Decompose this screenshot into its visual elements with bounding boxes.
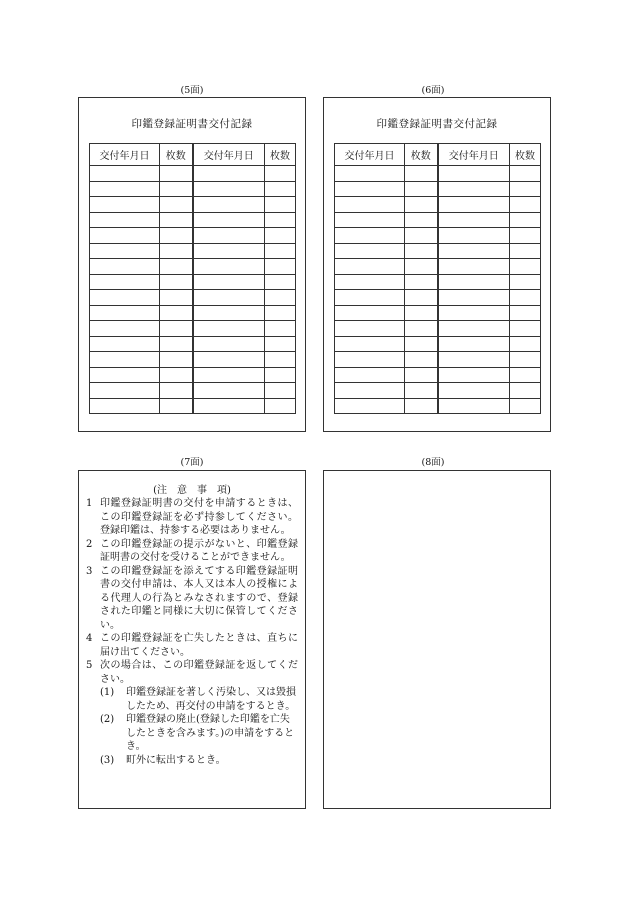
count-cell — [160, 305, 193, 321]
col-header-date: 交付年月日 — [335, 144, 405, 166]
date-cell — [438, 181, 510, 197]
count-cell — [160, 228, 193, 244]
note-subitem-1 — [86, 686, 298, 713]
count-cell — [510, 181, 541, 197]
table-row — [90, 181, 296, 197]
date-cell — [90, 228, 160, 244]
table-row — [335, 305, 541, 321]
date-cell — [335, 321, 405, 337]
count-cell — [160, 336, 193, 352]
count-cell — [160, 243, 193, 259]
note-text: 次の場合は、この印鑑登録証を返してください。 — [100, 660, 298, 685]
count-cell — [265, 305, 296, 321]
count-cell — [160, 197, 193, 213]
col-header-date: 交付年月日 — [90, 144, 160, 166]
count-cell — [160, 212, 193, 228]
table-row — [90, 321, 296, 337]
note-subitem-2 — [86, 713, 298, 754]
note-text: 印鑑登録証明書の交付を申請するときは、この印鑑登録証を必ず持参してください。登録印鑑は、持参する必要はありません。 — [100, 498, 298, 536]
count-cell — [510, 290, 541, 306]
date-cell — [193, 274, 265, 290]
count-cell — [265, 290, 296, 306]
date-cell — [335, 259, 405, 275]
count-cell — [510, 212, 541, 228]
date-cell — [193, 181, 265, 197]
date-cell — [438, 166, 510, 182]
date-cell — [335, 290, 405, 306]
count-cell — [160, 166, 193, 182]
count-cell — [265, 336, 296, 352]
note-text: この印鑑登録証を亡失したときは、直ちに届け出てください。 — [100, 633, 298, 658]
date-cell — [90, 212, 160, 228]
count-cell — [265, 166, 296, 182]
table-row — [90, 383, 296, 399]
count-cell — [160, 398, 193, 414]
count-cell — [510, 383, 541, 399]
date-cell — [335, 305, 405, 321]
date-cell — [438, 321, 510, 337]
date-cell — [193, 259, 265, 275]
count-cell — [510, 305, 541, 321]
panel-face-8 — [323, 470, 551, 809]
date-cell — [193, 197, 265, 213]
count-cell — [405, 383, 438, 399]
table-row — [335, 197, 541, 213]
table-row — [335, 181, 541, 197]
date-cell — [335, 181, 405, 197]
subitem-number: (2) — [100, 714, 115, 725]
count-cell — [265, 383, 296, 399]
date-cell — [90, 197, 160, 213]
note-item-3 — [86, 565, 298, 633]
subitem-text: 印鑑登録の廃止(登録した印鑑を亡失したときを含みます。)の申請をするとき。 — [126, 714, 295, 752]
col-header-count: 枚数 — [510, 144, 541, 166]
count-cell — [265, 259, 296, 275]
date-cell — [193, 352, 265, 368]
col-header-count: 枚数 — [405, 144, 438, 166]
count-cell — [405, 305, 438, 321]
note-number: 4 — [86, 633, 93, 644]
count-cell — [510, 352, 541, 368]
panel-face-6 — [323, 97, 551, 432]
date-cell — [335, 243, 405, 259]
date-cell — [335, 274, 405, 290]
table-row — [335, 274, 541, 290]
count-cell — [160, 321, 193, 337]
issuance-record-table — [89, 143, 296, 414]
subitem-text: 町外に転出するとき。 — [126, 754, 226, 766]
date-cell — [193, 367, 265, 383]
count-cell — [160, 367, 193, 383]
subitem-number: (1) — [100, 687, 115, 698]
date-cell — [335, 228, 405, 244]
date-cell — [438, 197, 510, 213]
date-cell — [438, 212, 510, 228]
date-cell — [90, 166, 160, 182]
table-row — [335, 259, 541, 275]
date-cell — [438, 228, 510, 244]
count-cell — [510, 274, 541, 290]
table-row — [335, 383, 541, 399]
table-row — [90, 336, 296, 352]
table-row — [90, 290, 296, 306]
table-row — [335, 212, 541, 228]
table-row — [335, 290, 541, 306]
count-cell — [405, 290, 438, 306]
table-row — [90, 274, 296, 290]
date-cell — [193, 336, 265, 352]
count-cell — [265, 243, 296, 259]
date-cell — [438, 352, 510, 368]
date-cell — [193, 305, 265, 321]
table-row — [335, 321, 541, 337]
date-cell — [438, 243, 510, 259]
date-cell — [90, 274, 160, 290]
count-cell — [265, 398, 296, 414]
table-row — [90, 228, 296, 244]
count-cell — [160, 352, 193, 368]
col-header-count: 枚数 — [265, 144, 296, 166]
count-cell — [510, 367, 541, 383]
date-cell — [335, 197, 405, 213]
subitem-text: 印鑑登録証を著しく汚染し、又は毀損したため、再交付の申請をするとき。 — [126, 687, 296, 712]
date-cell — [438, 305, 510, 321]
table-row — [90, 305, 296, 321]
date-cell — [193, 321, 265, 337]
count-cell — [510, 166, 541, 182]
note-number: 2 — [86, 538, 93, 550]
table-row — [335, 398, 541, 414]
note-item-5 — [86, 659, 298, 686]
count-cell — [405, 336, 438, 352]
count-cell — [405, 181, 438, 197]
count-cell — [510, 259, 541, 275]
face-label-6: (6面) — [421, 85, 445, 96]
date-cell — [90, 181, 160, 197]
count-cell — [405, 259, 438, 275]
table-row — [90, 166, 296, 182]
count-cell — [405, 228, 438, 244]
date-cell — [90, 383, 160, 399]
table-header-row — [335, 144, 541, 166]
count-cell — [510, 336, 541, 352]
date-cell — [335, 166, 405, 182]
col-header-date: 交付年月日 — [193, 144, 265, 166]
date-cell — [335, 367, 405, 383]
date-cell — [335, 336, 405, 352]
col-header-date: 交付年月日 — [438, 144, 510, 166]
notes-list — [86, 497, 298, 767]
date-cell — [90, 352, 160, 368]
date-cell — [90, 321, 160, 337]
date-cell — [438, 336, 510, 352]
count-cell — [405, 352, 438, 368]
count-cell — [160, 259, 193, 275]
count-cell — [510, 197, 541, 213]
date-cell — [90, 305, 160, 321]
note-number: 3 — [86, 565, 93, 577]
date-cell — [335, 398, 405, 414]
count-cell — [160, 274, 193, 290]
note-item-4 — [86, 632, 298, 659]
col-header-count: 枚数 — [160, 144, 193, 166]
table-row — [335, 336, 541, 352]
subitem-number: (3) — [100, 754, 115, 766]
panel-face-7 — [78, 470, 306, 809]
table-row — [335, 243, 541, 259]
count-cell — [265, 321, 296, 337]
count-cell — [265, 367, 296, 383]
date-cell — [438, 290, 510, 306]
panel-title: 印鑑登録証明書交付記録 — [376, 118, 498, 130]
note-text: この印鑑登録証を添えてする印鑑登録証明書の交付申請は、本人又は本人の授権による代理人の行為とみなされますので、登録された印鑑と同様に大切に保管してください。 — [100, 565, 298, 631]
date-cell — [193, 290, 265, 306]
count-cell — [510, 243, 541, 259]
date-cell — [438, 383, 510, 399]
count-cell — [405, 274, 438, 290]
count-cell — [265, 197, 296, 213]
table-row — [335, 367, 541, 383]
date-cell — [90, 243, 160, 259]
date-cell — [193, 228, 265, 244]
count-cell — [265, 228, 296, 244]
face-label-7: (7面) — [180, 457, 204, 468]
date-cell — [90, 259, 160, 275]
date-cell — [438, 259, 510, 275]
notes-title: (注 意 事 項) — [153, 485, 231, 496]
face-label-8: (8面) — [421, 457, 445, 468]
count-cell — [160, 383, 193, 399]
count-cell — [405, 321, 438, 337]
date-cell — [193, 383, 265, 399]
count-cell — [510, 228, 541, 244]
count-cell — [510, 321, 541, 337]
table-row — [90, 212, 296, 228]
date-cell — [335, 383, 405, 399]
note-text: この印鑑登録証の提示がないと、印鑑登録証明書の交付を受けることができません。 — [100, 538, 298, 563]
table-row — [90, 197, 296, 213]
date-cell — [90, 398, 160, 414]
table-header-row — [90, 144, 296, 166]
date-cell — [438, 398, 510, 414]
count-cell — [405, 212, 438, 228]
date-cell — [90, 336, 160, 352]
note-number: 5 — [86, 660, 93, 671]
note-subitem-3 — [86, 754, 298, 768]
note-number: 1 — [86, 498, 93, 509]
table-row — [90, 352, 296, 368]
count-cell — [405, 243, 438, 259]
date-cell — [193, 243, 265, 259]
panel-face-5 — [78, 97, 306, 432]
table-row — [335, 352, 541, 368]
count-cell — [265, 212, 296, 228]
note-item-2 — [86, 538, 298, 565]
note-item-1 — [86, 497, 298, 538]
table-row — [90, 367, 296, 383]
count-cell — [405, 197, 438, 213]
date-cell — [438, 367, 510, 383]
table-row — [335, 228, 541, 244]
count-cell — [405, 166, 438, 182]
count-cell — [160, 181, 193, 197]
table-row — [335, 166, 541, 182]
date-cell — [193, 166, 265, 182]
table-row — [90, 259, 296, 275]
date-cell — [438, 274, 510, 290]
date-cell — [193, 398, 265, 414]
date-cell — [90, 290, 160, 306]
date-cell — [90, 367, 160, 383]
count-cell — [265, 274, 296, 290]
date-cell — [335, 212, 405, 228]
face-label-5: (5面) — [180, 85, 204, 96]
panel-title: 印鑑登録証明書交付記録 — [131, 118, 253, 130]
table-row — [90, 243, 296, 259]
table-row — [90, 398, 296, 414]
date-cell — [335, 352, 405, 368]
count-cell — [160, 290, 193, 306]
count-cell — [405, 398, 438, 414]
count-cell — [265, 181, 296, 197]
issuance-record-table — [334, 143, 541, 414]
date-cell — [193, 212, 265, 228]
count-cell — [405, 367, 438, 383]
count-cell — [510, 398, 541, 414]
count-cell — [265, 352, 296, 368]
